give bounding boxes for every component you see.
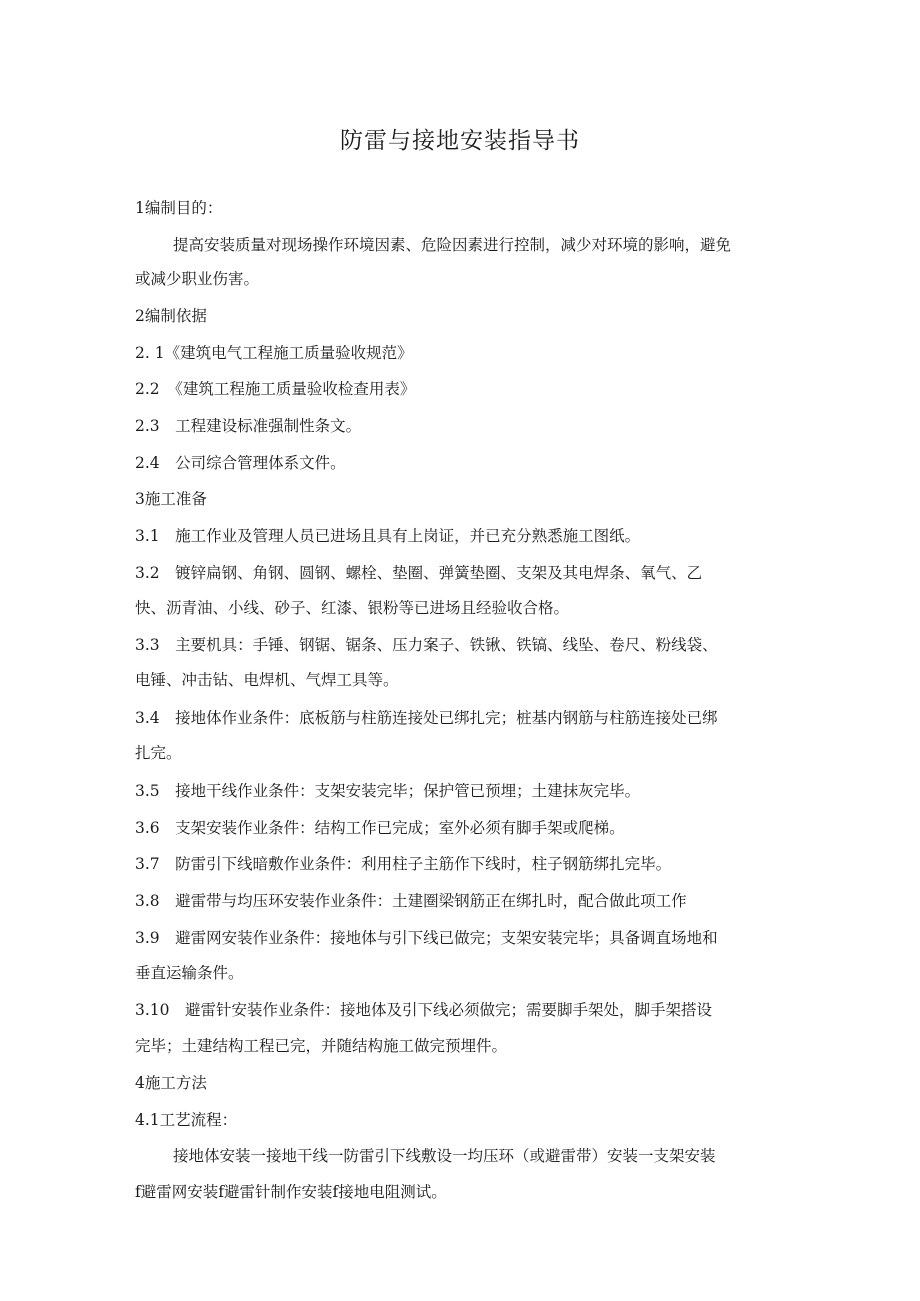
list-item: 4.1工艺流程： <box>135 1111 238 1129</box>
paragraph-line: 或减少职业伤害。 <box>135 270 260 288</box>
list-item: 3.9 避雷网安装作业条件：接地体与引下线已做完；支架安装完毕；具备调直场地和 <box>135 929 718 947</box>
list-item-continuation: 快、沥青油、小线、砂子、红漆、银粉等已进场且经验收合格。 <box>135 599 570 617</box>
list-item-continuation: 电锤、冲击钻、电焊机、气焊工具等。 <box>135 671 399 689</box>
list-item: 3.2 镀锌扁钢、角钢、圆钢、螺栓、垫圈、弹簧垫圈、支架及其电焊条、氧气、乙 <box>135 564 703 582</box>
list-item-continuation: 扎完。 <box>135 744 182 762</box>
list-item-continuation: 垂直运输条件。 <box>135 964 244 982</box>
list-item: 3.4 接地体作业条件：底板筋与柱筋连接处已绑扎完；桩基内钢筋与柱筋连接处已绑 <box>135 709 718 727</box>
list-item: 2.4 公司综合管理体系文件。 <box>135 454 346 472</box>
list-item: 3.8 避雷带与均压环安装作业条件：土建圈梁钢筋正在绑扎时，配合做此项工作 <box>135 892 687 910</box>
paragraph-line: 提高安装质量对现场操作环境因素、危险因素进行控制，减少对环境的影响，避免 <box>173 236 732 254</box>
list-item: 3.10 避雷针安装作业条件：接地体及引下线必须做完；需要脚手架处，脚手架搭设 <box>135 1001 713 1019</box>
list-item: 2.3 工程建设标准强制性条文。 <box>135 417 362 435</box>
document-title: 防雷与接地安装指导书 <box>340 128 580 154</box>
section-heading-1: 1编制目的： <box>135 199 223 217</box>
list-item: 3.1 施工作业及管理人员已进场且具有上岗证，并已充分熟悉施工图纸。 <box>135 527 641 545</box>
paragraph-line: 接地体安装一接地干线一防雷引下线敷设一均压环（或避雷带）安装一支架安装 <box>173 1147 716 1165</box>
list-item: 3.5 接地干线作业条件：支架安装完毕；保护管已预埋；土建抹灰完毕。 <box>135 782 641 800</box>
list-item-continuation: 完毕；土建结构工程已完，并随结构施工做完预埋件。 <box>135 1037 508 1055</box>
list-item: 3.7 防雷引下线暗敷作业条件：利用柱子主筋作下线时，柱子钢筋绑扎完毕。 <box>135 855 672 873</box>
section-heading-4: 4施工方法 <box>135 1074 207 1092</box>
paragraph-line: f避雷网安装f避雷针制作安装f接地电阻测试。 <box>135 1183 447 1201</box>
list-item: 3.3 主要机具：手锤、钢锯、锯条、压力案子、铁锹、铁镐、线坠、卷尺、粉线袋、 <box>135 636 718 654</box>
section-heading-2: 2编制依据 <box>135 307 207 325</box>
list-item: 2. 1《建筑电气工程施工质量验收规范》 <box>135 344 413 362</box>
section-heading-3: 3施工准备 <box>135 490 207 508</box>
list-item: 2.2 《建筑工程施工质量验收检查用表》 <box>135 380 416 398</box>
list-item: 3.6 支架安装作业条件：结构工作已完成；室外必须有脚手架或爬梯。 <box>135 819 625 837</box>
